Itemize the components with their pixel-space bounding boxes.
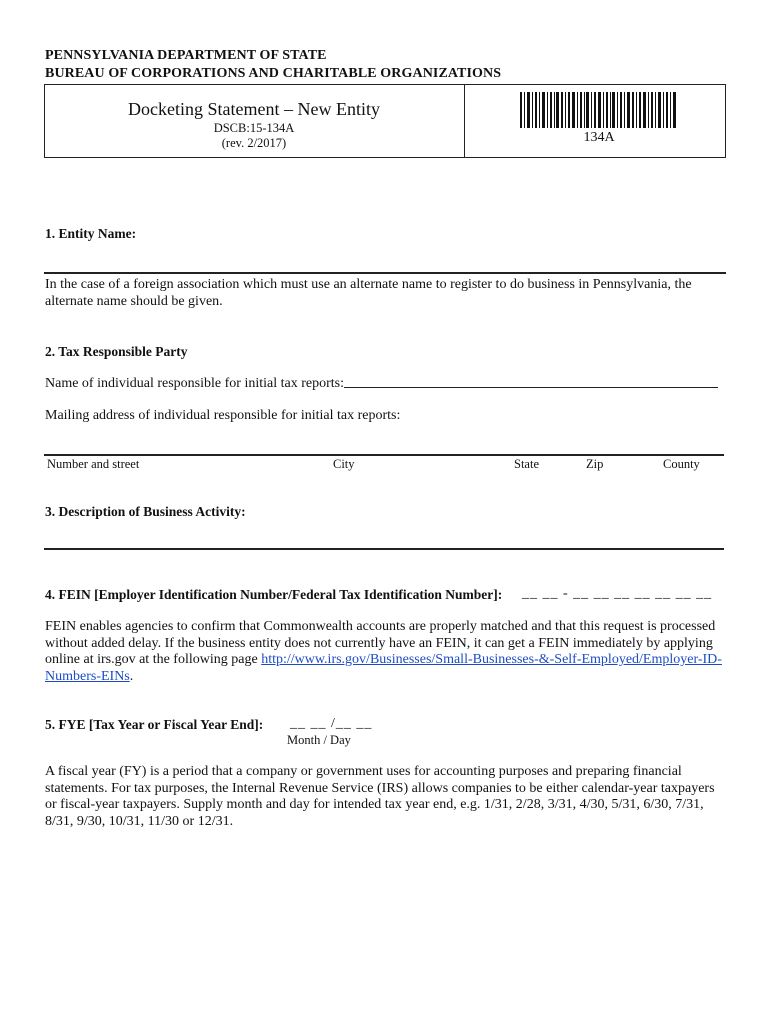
fein-explanation <box>45 619 725 685</box>
fein-explanation-text: FEIN enables agencies to confirm that Commonwealth accounts are properly matched and that this request is processed without added delay. If the business entity does not currently have an FEIN, it can get a FEIN immediately by applying online at irs.gov at the following page <box>45 619 716 667</box>
address-state-caption: State <box>514 457 539 471</box>
form-code: DSCB:15-134A <box>213 121 295 135</box>
irs-ein-link[interactable]: http://www.irs.gov/Businesses/Small-Businesses-&-Self-Employed/Employer-ID-Numbers-EINs <box>45 652 722 684</box>
business-activity-heading: 3. Description of Business Activity: <box>45 504 246 519</box>
address-street-caption: Number and street <box>47 457 140 471</box>
fye-field[interactable]: __ __ /__ __ <box>290 716 373 731</box>
responsible-name-label: Name of individual responsible for initial tax reports: <box>45 376 344 391</box>
business-activity-field[interactable] <box>44 548 724 550</box>
barcode-label: 134A <box>583 130 615 145</box>
fein-heading: 4. FEIN [Employer Identification Number/Federal Tax Identification Number]: <box>45 587 503 602</box>
responsible-name-field[interactable] <box>344 387 718 388</box>
fein-field[interactable]: __ __ - __ __ __ __ __ __ __ <box>522 586 713 601</box>
address-county-caption: County <box>663 457 700 471</box>
tax-responsible-party-heading: 2. Tax Responsible Party <box>45 344 188 359</box>
address-city-caption: City <box>333 457 355 471</box>
mailing-address-field[interactable] <box>44 454 724 456</box>
fein-explanation-end: . <box>129 668 134 684</box>
form-title: Docketing Statement – New Entity <box>128 99 380 119</box>
department-heading: PENNSYLVANIA DEPARTMENT OF STATE <box>45 48 327 63</box>
fiscal-year-note: A fiscal year (FY) is a period that a company or government uses for accounting purposes and preparing financial statements. For tax purposes, the Internal Revenue Service (IRS) allows companies to be either calendar-year taxpayers or fiscal-year taxpayers. Supply month and day for intended tax year end, e.g. 1/31, 2/28, 3/31, 4/30, 5/31, 6/30, 7/31, 8/31, 9/30, 10/31, 11/30 or 12/31. <box>45 764 715 829</box>
form-title-divider <box>464 84 465 158</box>
barcode-image <box>520 92 678 128</box>
fye-caption: Month / Day <box>287 733 351 747</box>
address-zip-caption: Zip <box>586 457 604 471</box>
fye-heading: 5. FYE [Tax Year or Fiscal Year End]: <box>45 717 264 732</box>
bureau-heading: BUREAU OF CORPORATIONS AND CHARITABLE ORGANIZATIONS <box>45 66 502 81</box>
form-revision: (rev. 2/2017) <box>221 136 287 150</box>
alternate-name-note: In the case of a foreign association which must use an alternate name to register to do business in Pennsylvania, the alternate name should be given. <box>45 277 692 309</box>
entity-name-heading: 1. Entity Name: <box>45 226 137 241</box>
entity-name-field[interactable] <box>44 272 726 274</box>
mailing-address-label: Mailing address of individual responsible for initial tax reports: <box>45 408 401 423</box>
